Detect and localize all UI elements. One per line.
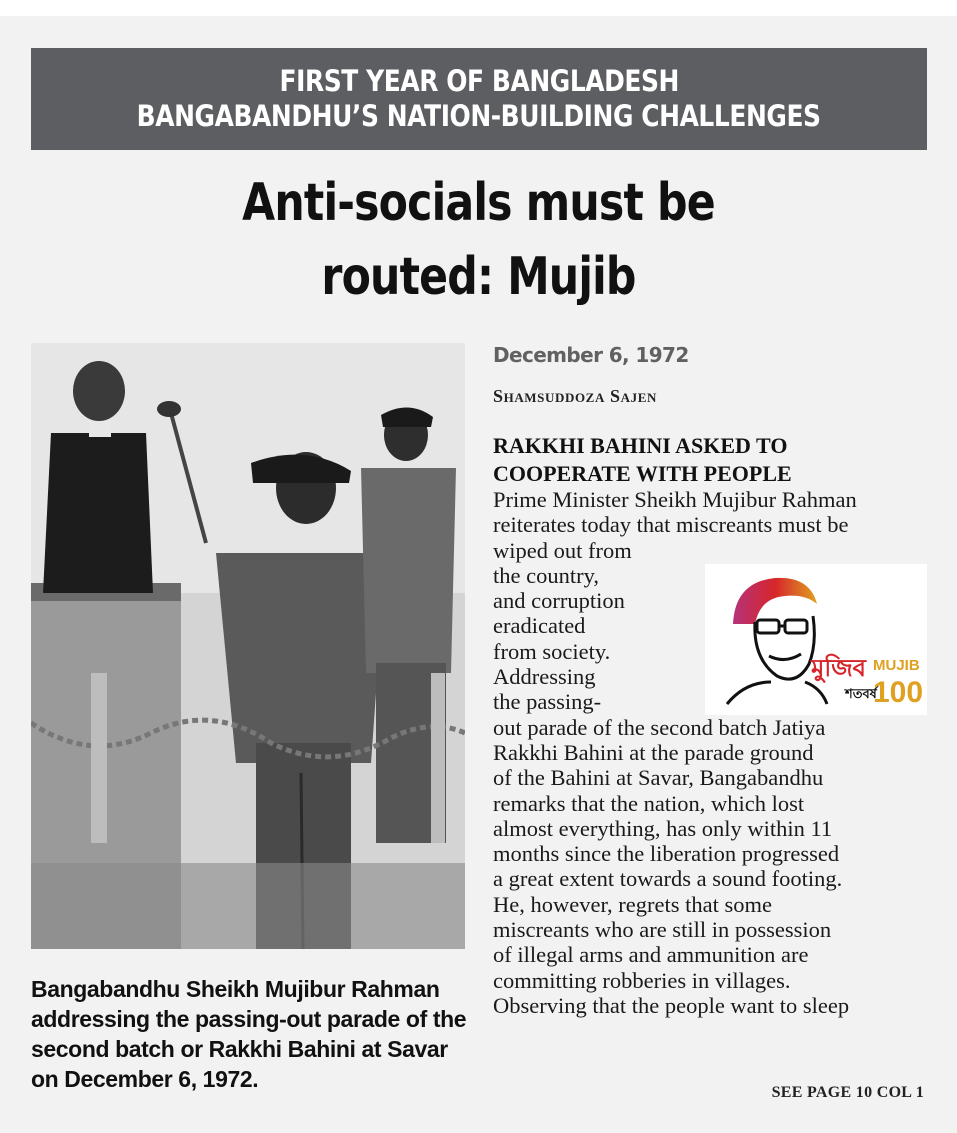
subhead-line-2: COOPERATE WITH PEOPLE: [493, 461, 792, 486]
headline-line-1: Anti-socials must be: [242, 173, 715, 233]
logo-mujib-label: MUJIB: [873, 657, 920, 674]
parade-photo-illustration: [31, 343, 465, 949]
article-line: and corruption: [493, 588, 625, 614]
logo-bangla-text: মুজিব: [811, 654, 867, 682]
article-line: of illegal arms and ammunition are: [493, 942, 809, 968]
photo-caption: Bangabandhu Sheikh Mujibur Rahman addressing the passing-out parade of the second batch or Rakkhi Bahini at Savar on December 6, 1972.: [31, 976, 467, 1092]
article-line: almost everything, has only within 11: [493, 815, 833, 841]
article-line: He, however, regrets that some: [493, 891, 772, 917]
article-line: reiterates today that miscreants must be: [493, 512, 849, 538]
article-line: out parade of the second batch Jatiya: [493, 714, 826, 740]
article-line: wiped out from: [493, 537, 632, 563]
article-line: of the Bahini at Savar, Bangabandhu: [493, 765, 824, 791]
article-line: committing robberies in villages.: [493, 967, 791, 993]
mujib-100-logo: [705, 564, 927, 715]
mujib-portrait-icon: [705, 564, 927, 715]
article-subhead: [493, 432, 933, 488]
logo-number-label: 100: [873, 676, 924, 709]
section-banner: [31, 48, 927, 150]
banner-line-1: FIRST YEAR OF BANGLADESH: [279, 64, 679, 98]
article-line: remarks that the nation, which lost: [493, 790, 805, 816]
article-line: from society.: [493, 638, 611, 664]
archive-photo: [31, 343, 465, 949]
banner-line-2: BANGABANDHU’S NATION-BUILDING CHALLENGES: [137, 99, 821, 133]
subhead-line-1: RAKKHI BAHINI ASKED TO: [493, 433, 788, 458]
article-line: the passing-: [493, 689, 602, 715]
article-line: eradicated: [493, 613, 586, 639]
article-line: a great extent towards a sound footing.: [493, 866, 843, 892]
article-line: Observing that the people want to sleep: [493, 992, 850, 1018]
headline: [0, 166, 957, 314]
article-line: the country,: [493, 562, 600, 588]
author-byline: Shamsuddoza Sajen: [493, 386, 658, 406]
dateline: December 6, 1972: [493, 343, 689, 367]
logo-bangla-subtext: শতবর্ষ: [845, 687, 877, 702]
article-line: Rakkhi Bahini at the parade ground: [493, 739, 814, 765]
article-line: months since the liberation progressed: [493, 841, 840, 867]
newspaper-page: [0, 16, 957, 1133]
article-line: Addressing: [493, 664, 596, 690]
article-line: miscreants who are still in possession: [493, 917, 832, 943]
continuation-note: SEE PAGE 10 COL 1: [771, 1084, 924, 1101]
article-line: Prime Minister Sheikh Mujibur Rahman: [493, 487, 857, 512]
headline-line-2: routed: Mujib: [321, 247, 636, 307]
